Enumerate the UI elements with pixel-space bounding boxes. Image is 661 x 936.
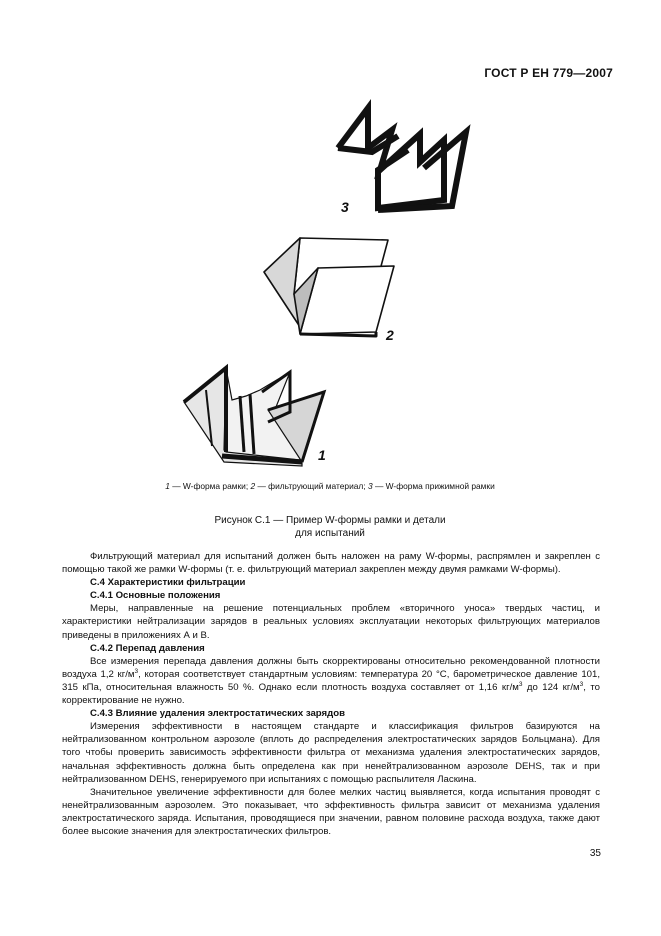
standard-code-header: ГОСТ Р ЕН 779—2007: [484, 66, 613, 80]
filter-media-drawing: [264, 238, 394, 336]
part-label-3: 3: [341, 199, 349, 215]
c42-text-c: до 124 кг/м: [522, 681, 580, 693]
part-label-1: 1: [318, 447, 326, 463]
c42-sup-3: 3: [579, 680, 584, 688]
paragraph-c41: Меры, направленные на решение потенциальных проблем «вторичного уноса» твердых частиц, и характеристики нейтрализации зарядов в реальных условиях эксплуатации некоторых фильтрующих материалов приведены в приложениях А и В.: [62, 603, 600, 641]
legend-num-2: 2: [250, 481, 256, 491]
c42-sup-1: 3: [134, 667, 139, 675]
legend-text-1: — W-форма рамки;: [169, 481, 251, 491]
heading-c4: С.4 Характеристики фильтрации: [90, 577, 246, 589]
clamping-frame-drawing: [338, 108, 466, 210]
paragraph-c43-2: Значительное увеличение эффективности для более мелких частиц выявляется, когда испытания проводят с ненейтрализованным аэрозолем. Это показывает, что эффективность фильтра зависит от механизма удаления электростатического заряда. Испытания, проводящиеся при значении, равном половине расхода воздуха, также дают более высокие значения для электростатических фильтров.: [62, 786, 600, 837]
paragraph-c42: [62, 655, 600, 707]
paragraph-c43-1: Измерения эффективности в настоящем стандарте и классификация фильтров базируются на нейтрализованном контрольном аэрозоле (вплоть до распределения электростатических зарядов Больцмана). Для того чтобы проверить зависимость эффективности фильтра от механизма удаления электростатических зарядов, начальная эффективность должна быть определена как при ненейтрализованном аэрозоле DEHS, так и при нейтрализованном DEHS, генерируемого при испытаниях с помощью распылителя Ласкина.: [62, 721, 600, 785]
figure-caption-line-2: для испытаний: [295, 528, 365, 539]
figure-legend: [150, 480, 510, 492]
body-text: [62, 550, 600, 838]
paragraph-intro: Фильтрующий материал для испытаний должен быть наложен на раму W-формы, распрямлен и закреплен с помощью такой же рамки W-формы (т. е. фильтрующий материал закреплен между двумя рамками W-формы).: [62, 551, 600, 576]
part-label-2: 2: [386, 327, 394, 343]
figure-caption-line-1: Рисунок С.1 — Пример W-формы рамки и детали: [214, 515, 446, 526]
c42-text-a: Все измерения перепада давления должны быть скорректированы относительно рекомендованной плотности воздуха 1,2 кг/м: [62, 655, 600, 680]
legend-num-1: 1: [165, 481, 170, 491]
legend-num-3: 3: [367, 481, 373, 491]
c42-text-d: , то корректирование не нужно.: [62, 681, 600, 707]
heading-c41: С.4.1 Основные положения: [90, 590, 221, 602]
c42-sup-2: 3: [518, 680, 523, 688]
heading-c42: С.4.2 Перепад давления: [90, 642, 205, 654]
page-number: 35: [589, 848, 601, 859]
legend-text-2: — фильтрующий материал;: [255, 481, 368, 491]
figure-caption: [150, 514, 510, 540]
c42-text-b: , которая соответствует стандартным условиям: температура 20 °С, барометрическое давление 101, 315 кПа, относительная влажность 50 %. Однако если плотность воздуха составляет от 1,16 кг/м: [62, 668, 600, 693]
legend-text-3: — W-форма прижимной рамки: [372, 481, 495, 491]
w-frame-drawing: [184, 368, 324, 466]
heading-c43: С.4.3 Влияние удаления электростатических зарядов: [90, 708, 345, 720]
